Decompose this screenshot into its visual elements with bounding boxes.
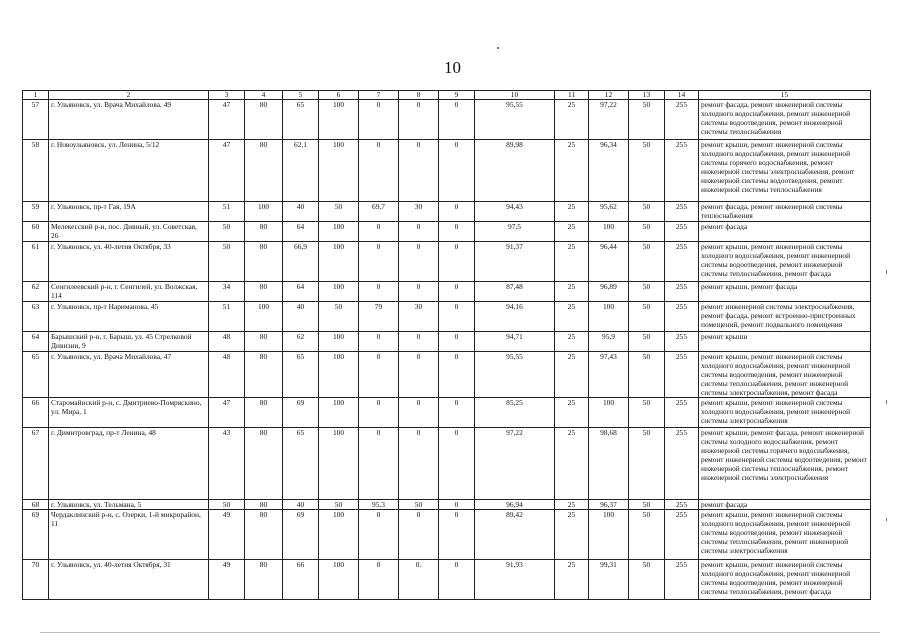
value-cell: 255 (665, 352, 699, 398)
value-cell: 0 (439, 140, 475, 202)
value-cell: 98,68 (589, 428, 629, 500)
value-cell: 255 (665, 332, 699, 352)
value-cell: 30 (399, 302, 439, 332)
value-cell: 47 (209, 398, 245, 428)
value-cell: 50 (399, 500, 439, 510)
value-cell: 79 (359, 302, 399, 332)
scan-edge-line (40, 632, 880, 633)
value-cell: 50 (629, 100, 665, 140)
table-row (23, 242, 871, 282)
column-header: 3 (209, 91, 245, 100)
value-cell: 70 (23, 560, 49, 600)
data-table (22, 90, 871, 600)
table-row (23, 140, 871, 202)
address-cell: г. Ульяновск, ул. 40-летия Октября, 31 (49, 560, 209, 600)
value-cell: 95,55 (475, 100, 555, 140)
works-cell: ремонт крыши (699, 332, 871, 352)
column-header: 6 (319, 91, 359, 100)
scan-speck (886, 400, 887, 404)
value-cell: 100 (319, 282, 359, 302)
table-row (23, 398, 871, 428)
value-cell: 80 (245, 500, 283, 510)
value-cell: 80 (245, 352, 283, 398)
value-cell: 0 (439, 332, 475, 352)
table-row (23, 352, 871, 398)
value-cell: 0 (359, 282, 399, 302)
scan-speck (886, 270, 887, 274)
value-cell: 0 (439, 282, 475, 302)
value-cell: 255 (665, 302, 699, 332)
value-cell: 100 (319, 398, 359, 428)
table-row (23, 222, 871, 242)
table-row (23, 428, 871, 500)
value-cell: 50 (629, 140, 665, 202)
value-cell: 40 (283, 302, 319, 332)
works-cell: ремонт крыши, ремонт фасада, ремонт инженерной системы холодного водоснабжения, ремонт инженерной системы горячего водоснабжения, ремонт инженерной системы водоотведения, ремонт инженерной системы теплоснабжения, ремонт инженерной системы электроснабжения (699, 428, 871, 500)
value-cell: 50 (629, 242, 665, 282)
value-cell: 0 (439, 428, 475, 500)
value-cell: 25 (555, 282, 589, 302)
value-cell: 99,31 (589, 560, 629, 600)
value-cell: 50 (209, 500, 245, 510)
value-cell: 60 (23, 222, 49, 242)
value-cell: 97,5 (475, 222, 555, 242)
value-cell: 50 (629, 428, 665, 500)
value-cell: 48 (209, 332, 245, 352)
value-cell: 255 (665, 500, 699, 510)
value-cell: 80 (245, 510, 283, 560)
value-cell: 0 (359, 222, 399, 242)
value-cell: 57 (23, 100, 49, 140)
value-cell: 94,71 (475, 332, 555, 352)
value-cell: 62,1 (283, 140, 319, 202)
value-cell: 255 (665, 428, 699, 500)
column-header: 5 (283, 91, 319, 100)
value-cell: 62 (283, 332, 319, 352)
works-cell: ремонт крыши, ремонт инженерной системы холодного водоснабжения, ремонт инженерной системы водоотведения, ремонт инженерной системы теплоснабжения, ремонт инженерной системы электроснабжения, ремонт фасада (699, 352, 871, 398)
table-body (23, 100, 871, 600)
value-cell: 25 (555, 352, 589, 398)
value-cell: 48 (209, 352, 245, 398)
value-cell: 95,9 (589, 332, 629, 352)
works-cell: ремонт фасада (699, 222, 871, 242)
works-cell: ремонт фасада, ремонт инженерной системы холодного водоснабжения, ремонт инженерной системы водоотведения, ремонт инженерной системы теплоснабжения (699, 100, 871, 140)
value-cell: 96,44 (589, 242, 629, 282)
value-cell: 96,34 (589, 140, 629, 202)
value-cell: 50 (319, 202, 359, 222)
value-cell: 50 (209, 222, 245, 242)
value-cell: 255 (665, 510, 699, 560)
value-cell: 30 (399, 202, 439, 222)
value-cell: 0 (359, 352, 399, 398)
value-cell: 87,48 (475, 282, 555, 302)
value-cell: 25 (555, 398, 589, 428)
value-cell: 255 (665, 222, 699, 242)
value-cell: 100 (319, 510, 359, 560)
value-cell: 0 (359, 510, 399, 560)
address-cell: г. Ульяновск, ул. Врача Михайлова, 47 (49, 352, 209, 398)
value-cell: 80 (245, 332, 283, 352)
value-cell: 100 (319, 560, 359, 600)
value-cell: 65 (283, 428, 319, 500)
value-cell: 67 (23, 428, 49, 500)
scan-speck (497, 47, 499, 49)
value-cell: 95,62 (589, 202, 629, 222)
value-cell: 25 (555, 222, 589, 242)
page-number: 10 (444, 58, 461, 77)
value-cell: 0 (439, 500, 475, 510)
value-cell: 0 (439, 302, 475, 332)
value-cell: 47 (209, 140, 245, 202)
works-cell: ремонт крыши, ремонт инженерной системы холодного водоснабжения, ремонт инженерной системы горячего водоснабжения, ремонт инженерной системы электроснабжения, ремонт инженерной системы водоотведения, ремонт инженерной системы теплоснабжения (699, 140, 871, 202)
value-cell: 94,16 (475, 302, 555, 332)
value-cell: 0 (439, 202, 475, 222)
value-cell: 64 (283, 282, 319, 302)
value-cell: 0 (439, 100, 475, 140)
value-cell: 95,3 (359, 500, 399, 510)
value-cell: 80 (245, 282, 283, 302)
value-cell: 50 (319, 500, 359, 510)
works-cell: ремонт инженерной системы электроснабжения, ремонт фасада, ремонт встроенно-пристроенных помещений, ремонт подвального помещения (699, 302, 871, 332)
address-cell: Сенгилеевский р-н, г. Сенгилей, ул. Волжская, 114 (49, 282, 209, 302)
value-cell: 100 (245, 202, 283, 222)
value-cell: 100 (589, 302, 629, 332)
value-cell: 50 (629, 352, 665, 398)
value-cell: 0 (399, 140, 439, 202)
value-cell: 50 (209, 242, 245, 282)
value-cell: 65 (283, 100, 319, 140)
value-cell: 80 (245, 222, 283, 242)
value-cell: 66 (23, 398, 49, 428)
value-cell: 80 (245, 428, 283, 500)
works-cell: ремонт крыши, ремонт инженерной системы холодного водоснабжения, ремонт инженерной системы водоотведения, ремонт инженерной системы теплоснабжения, ремонт фасада (699, 560, 871, 600)
value-cell: 100 (589, 222, 629, 242)
value-cell: 50 (629, 560, 665, 600)
value-cell: 85,25 (475, 398, 555, 428)
value-cell: 100 (319, 222, 359, 242)
table-header (23, 91, 871, 100)
value-cell: 0. (399, 560, 439, 600)
value-cell: 63 (23, 302, 49, 332)
value-cell: 96,94 (475, 500, 555, 510)
table-row (23, 302, 871, 332)
table-row (23, 560, 871, 600)
value-cell: 43 (209, 428, 245, 500)
works-cell: ремонт крыши, ремонт фасада (699, 282, 871, 302)
value-cell: 0 (399, 398, 439, 428)
value-cell: 25 (555, 428, 589, 500)
value-cell: 255 (665, 100, 699, 140)
value-cell: 68 (23, 500, 49, 510)
value-cell: 65 (23, 352, 49, 398)
column-header: 12 (589, 91, 629, 100)
value-cell: 49 (209, 560, 245, 600)
value-cell: 0 (439, 352, 475, 398)
address-cell: Старомайнский р-н, с. Дмитриево-Помряскино, ул. Мира, 1 (49, 398, 209, 428)
value-cell: 0 (359, 398, 399, 428)
value-cell: 255 (665, 140, 699, 202)
value-cell: 69 (283, 510, 319, 560)
value-cell: 50 (629, 398, 665, 428)
column-header: 10 (475, 91, 555, 100)
table-row (23, 500, 871, 510)
value-cell: 255 (665, 398, 699, 428)
value-cell: 0 (359, 560, 399, 600)
works-cell: ремонт фасада (699, 500, 871, 510)
value-cell: 89,42 (475, 510, 555, 560)
value-cell: 58 (23, 140, 49, 202)
value-cell: 25 (555, 560, 589, 600)
address-cell: г. Ульяновск, пр-т Нариманова, 45 (49, 302, 209, 332)
table-row (23, 202, 871, 222)
table-row (23, 100, 871, 140)
value-cell: 91,93 (475, 560, 555, 600)
value-cell: 65 (283, 352, 319, 398)
works-cell: ремонт крыши, ремонт инженерной системы холодного водоснабжения, ремонт инженерной системы водоотведения, ремонт инженерной системы теплоснабжения, ремонт фасада (699, 242, 871, 282)
value-cell: 64 (283, 222, 319, 242)
value-cell: 25 (555, 242, 589, 282)
value-cell: 0 (399, 222, 439, 242)
value-cell: 100 (319, 100, 359, 140)
address-cell: г. Ульяновск, ул. Тельмана, 5 (49, 500, 209, 510)
address-cell: Барышский р-н, г. Барыш, ул. 45 Стрелковой Дивизии, 9 (49, 332, 209, 352)
table-row (23, 282, 871, 302)
value-cell: 0 (439, 242, 475, 282)
column-header: 14 (665, 91, 699, 100)
value-cell: 25 (555, 302, 589, 332)
value-cell: 50 (629, 282, 665, 302)
value-cell: 100 (319, 140, 359, 202)
table-row (23, 510, 871, 560)
address-cell: г. Ульяновск, пр-т Гая, 19А (49, 202, 209, 222)
value-cell: 25 (555, 100, 589, 140)
value-cell: 66 (283, 560, 319, 600)
value-cell: 0 (399, 242, 439, 282)
table-row (23, 332, 871, 352)
value-cell: 49 (209, 510, 245, 560)
value-cell: 0 (359, 332, 399, 352)
works-cell: ремонт крыши, ремонт инженерной системы холодного водоснабжения, ремонт инженерной системы электроснабжения (699, 398, 871, 428)
value-cell: 80 (245, 100, 283, 140)
value-cell: 25 (555, 140, 589, 202)
value-cell: 0 (359, 428, 399, 500)
address-cell: Мелекесский р-н, пос. Дивный, ул. Советская, 26 (49, 222, 209, 242)
value-cell: 0 (399, 352, 439, 398)
scan-speck (886, 518, 887, 521)
value-cell: 91,37 (475, 242, 555, 282)
value-cell: 25 (555, 510, 589, 560)
header-row (23, 91, 871, 100)
column-header: 9 (439, 91, 475, 100)
value-cell: 50 (629, 500, 665, 510)
address-cell: г. Ульяновск, ул. 40-летия Октября, 33 (49, 242, 209, 282)
address-cell: Чердаклинский р-н, с. Озерки, 1-й микрорайон, 11 (49, 510, 209, 560)
column-header: 2 (49, 91, 209, 100)
value-cell: 100 (319, 242, 359, 282)
value-cell: 69 (23, 510, 49, 560)
value-cell: 25 (555, 202, 589, 222)
value-cell: 95,55 (475, 352, 555, 398)
value-cell: 97,22 (589, 100, 629, 140)
value-cell: 80 (245, 398, 283, 428)
value-cell: 100 (589, 510, 629, 560)
value-cell: 69,7 (359, 202, 399, 222)
value-cell: 50 (319, 302, 359, 332)
value-cell: 0 (399, 510, 439, 560)
value-cell: 50 (629, 202, 665, 222)
address-cell: г. Димитровград, пр-т Ленина, 48 (49, 428, 209, 500)
value-cell: 66,9 (283, 242, 319, 282)
value-cell: 40 (283, 202, 319, 222)
value-cell: 25 (555, 500, 589, 510)
value-cell: 0 (399, 100, 439, 140)
value-cell: 80 (245, 242, 283, 282)
value-cell: 255 (665, 282, 699, 302)
value-cell: 50 (629, 510, 665, 560)
value-cell: 96,89 (589, 282, 629, 302)
column-header: 11 (555, 91, 589, 100)
works-cell: ремонт фасада, ремонт инженерной системы теплоснабжения (699, 202, 871, 222)
value-cell: 97,43 (589, 352, 629, 398)
column-header: 8 (399, 91, 439, 100)
value-cell: 255 (665, 202, 699, 222)
value-cell: 50 (629, 302, 665, 332)
value-cell: 94,43 (475, 202, 555, 222)
column-header: 7 (359, 91, 399, 100)
value-cell: 89,98 (475, 140, 555, 202)
value-cell: 62 (23, 282, 49, 302)
value-cell: 25 (555, 332, 589, 352)
value-cell: 0 (439, 222, 475, 242)
value-cell: 34 (209, 282, 245, 302)
value-cell: 50 (629, 332, 665, 352)
value-cell: 100 (245, 302, 283, 332)
address-cell: г. Новоульяновск, ул. Ленина, 5/12 (49, 140, 209, 202)
value-cell: 0 (399, 282, 439, 302)
value-cell: 47 (209, 100, 245, 140)
value-cell: 51 (209, 302, 245, 332)
value-cell: 0 (439, 398, 475, 428)
works-cell: ремонт крыши, ремонт инженерной системы холодного водоснабжения, ремонт инженерной системы водоотведения, ремонт инженерной системы теплоснабжения, ремонт инженерной системы электроснабжения (699, 510, 871, 560)
value-cell: 255 (665, 560, 699, 600)
value-cell: 69 (283, 398, 319, 428)
value-cell: 100 (319, 332, 359, 352)
value-cell: 100 (589, 398, 629, 428)
address-cell: г. Ульяновск, ул. Врача Михайлова, 49 (49, 100, 209, 140)
value-cell: 0 (359, 140, 399, 202)
value-cell: 96,37 (589, 500, 629, 510)
value-cell: 51 (209, 202, 245, 222)
value-cell: 0 (359, 242, 399, 282)
column-header: 13 (629, 91, 665, 100)
value-cell: 80 (245, 140, 283, 202)
column-header: 15 (699, 91, 871, 100)
value-cell: 61 (23, 242, 49, 282)
column-header: 1 (23, 91, 49, 100)
value-cell: 0 (359, 100, 399, 140)
value-cell: 0 (399, 332, 439, 352)
value-cell: 100 (319, 428, 359, 500)
value-cell: 0 (399, 428, 439, 500)
column-header: 4 (245, 91, 283, 100)
value-cell: 0 (439, 560, 475, 600)
value-cell: 0 (439, 510, 475, 560)
value-cell: 255 (665, 242, 699, 282)
value-cell: 40 (283, 500, 319, 510)
value-cell: 97,22 (475, 428, 555, 500)
value-cell: 80 (245, 560, 283, 600)
value-cell: 100 (319, 352, 359, 398)
value-cell: 64 (23, 332, 49, 352)
value-cell: 50 (629, 222, 665, 242)
value-cell: 59 (23, 202, 49, 222)
